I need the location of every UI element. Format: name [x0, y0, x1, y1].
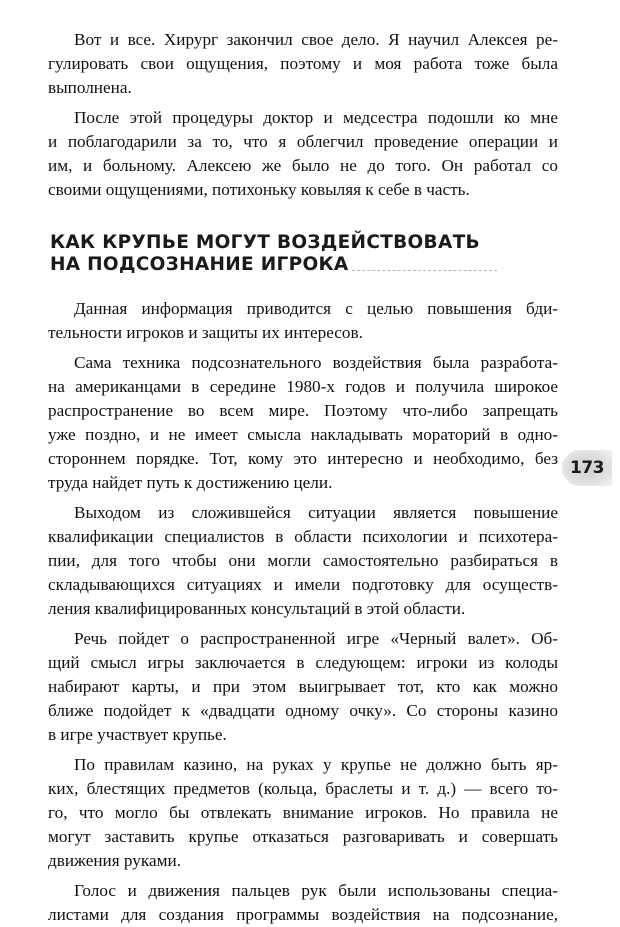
text-line: Сама техника подсознательного воздействия была разработа-: [74, 353, 558, 372]
text-line: движения руками.: [48, 851, 181, 870]
text-line: квалификации специалистов в области психологии и психотера-: [48, 527, 558, 546]
text-line: уже поздно, и не имеет смысла накладывать мораторий в одно-: [48, 425, 558, 444]
heading-line: КАК КРУПЬЕ МОГУТ ВОЗДЕЙСТВОВАТЬ: [50, 232, 480, 253]
text-line: стороннем порядке. Тот, кому это интересно и необходимо, без: [48, 449, 558, 468]
text-line: ких, блестящих предметов (кольца, браслеты и т. д.) — всего то-: [48, 779, 558, 798]
text-line: в игре участвует крупье.: [48, 725, 227, 744]
text-line: гулировать свои ощущения, поэтому и моя работа тоже была: [48, 54, 558, 73]
text-line: набирают карты, и при этом выигрывает тот, кто как можно: [48, 677, 558, 696]
paragraph: [48, 879, 558, 927]
text-line: щий смысл игры заключается в следующем: игроки из колоды: [48, 653, 558, 672]
text-line: Речь пойдет о распространенной игре «Черный валет». Об-: [74, 629, 558, 648]
text-line: Вот и все. Хирург закончил свое дело. Я научил Алексея ре-: [74, 30, 558, 49]
text-line: Выходом из сложившейся ситуации является повышение: [74, 503, 558, 522]
text-line: тельности игроков и защиты их интересов.: [48, 323, 363, 342]
text-line: ления квалифицированных консультаций в этой области.: [48, 599, 466, 618]
heading-line: НА ПОДСОЗНАНИЕ ИГРОКА: [50, 254, 349, 275]
paragraph: [48, 351, 558, 495]
text-line: выполнена.: [48, 78, 132, 97]
paragraph: [48, 106, 558, 202]
text-line: пии, для того чтобы они могли самостоятельно разбираться в: [48, 551, 558, 570]
text-line: го, что могло бы отвлекать внимание игроков. Но правила не: [48, 803, 558, 822]
intro-text: [48, 28, 558, 202]
text-line: им, и больному. Алексею же было не до того. Он работал со: [48, 156, 558, 175]
text-line: Голос и движения пальцев рук были использованы специа-: [74, 881, 558, 900]
paragraph: [48, 753, 558, 873]
text-line: складывающихся ситуациях и имели подготовку для осуществ-: [48, 575, 558, 594]
text-line: на американцами в середине 1980-х годов и получила широкое: [48, 377, 558, 396]
text-line: могут заставить крупье отказаться разговаривать и совершать: [48, 827, 558, 846]
heading-underline: [352, 270, 497, 271]
page-number: 173: [562, 450, 612, 486]
paragraph: [48, 28, 558, 100]
text-line: своими ощущениями, потихоньку ковыляя к себе в часть.: [48, 180, 470, 199]
text-line: распространение во всем мире. Поэтому что-либо запрещать: [48, 401, 558, 420]
text-line: и поблагодарили за то, что я облегчил проведение операции и: [48, 132, 558, 151]
text-line: Данная информация приводится с целью повышения бди-: [74, 299, 558, 318]
text-line: После этой процедуры доктор и медсестра подошли ко мне: [74, 108, 558, 127]
text-line: По правилам казино, на руках у крупье не должно быть яр-: [74, 755, 558, 774]
text-line: листами для создания программы воздействия на подсознание,: [48, 905, 558, 924]
text-line: ближе подойдет к «двадцати одному очку». Со стороны казино: [48, 701, 558, 720]
paragraph: [48, 501, 558, 621]
text-line: труда найдет путь к достижению цели.: [48, 473, 333, 492]
paragraph: [48, 627, 558, 747]
body-text: [48, 297, 558, 927]
paragraph: [48, 297, 558, 345]
